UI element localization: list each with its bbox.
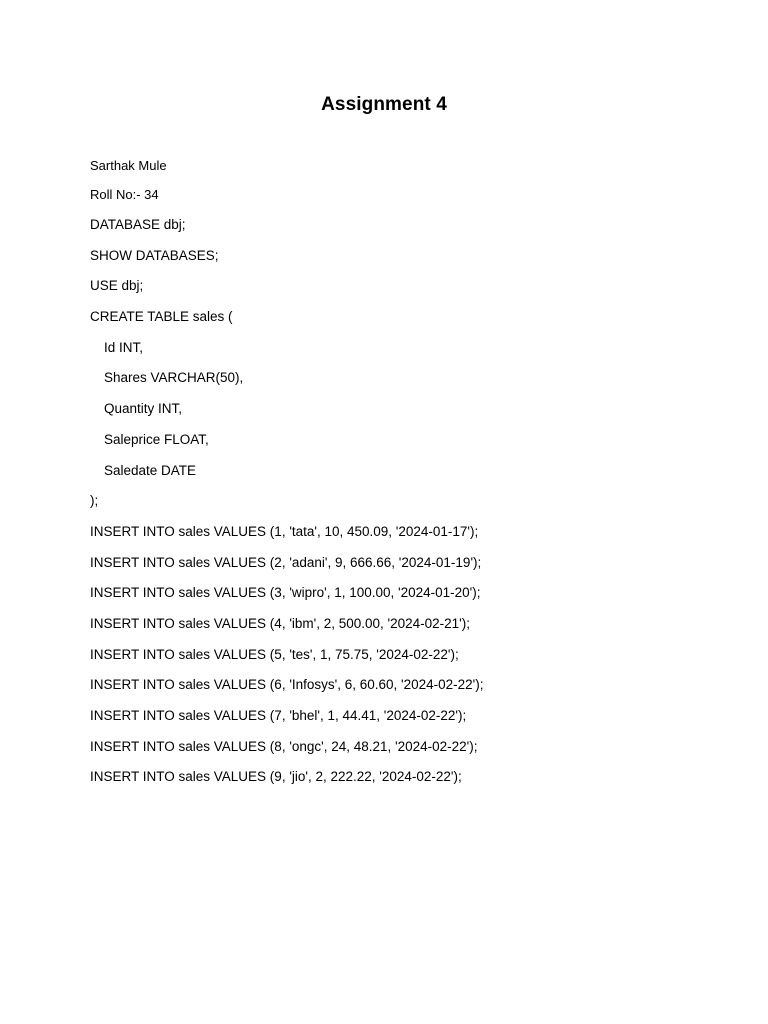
code-line: INSERT INTO sales VALUES (8, 'ongc', 24, 48.21, '2024-02-22');: [90, 738, 478, 754]
code-line: INSERT INTO sales VALUES (6, 'Infosys', 6, 60.60, '2024-02-22');: [90, 677, 484, 693]
code-line: Shares VARCHAR(50),: [104, 370, 244, 386]
document-body: [90, 157, 730, 799]
code-line: INSERT INTO sales VALUES (9, 'jio', 2, 222.22, '2024-02-22');: [90, 769, 462, 785]
code-line: INSERT INTO sales VALUES (2, 'adani', 9, 666.66, '2024-01-19');: [90, 554, 482, 570]
code-line: );: [90, 493, 99, 509]
code-line: INSERT INTO sales VALUES (7, 'bhel', 1, 44.41, '2024-02-22');: [90, 708, 467, 723]
code-line: INSERT INTO sales VALUES (3, 'wipro', 1, 100.00, '2024-01-20');: [90, 585, 481, 601]
sql-code-block: [90, 216, 730, 786]
roll-number: Roll No:- 34: [90, 187, 159, 202]
document-title: Assignment 4: [321, 94, 447, 115]
code-line: Id INT,: [104, 339, 144, 355]
code-line: USE dbj;: [90, 278, 144, 294]
code-line: CREATE TABLE sales (: [90, 309, 233, 325]
code-line: INSERT INTO sales VALUES (5, 'tes', 1, 75.75, '2024-02-22');: [90, 646, 459, 662]
code-line: INSERT INTO sales VALUES (4, 'ibm', 2, 500.00, '2024-02-21');: [90, 615, 470, 631]
code-line: SHOW DATABASES;: [90, 247, 219, 263]
code-line: Saledate DATE: [104, 462, 197, 478]
code-line: Saleprice FLOAT,: [104, 431, 209, 447]
code-line: Quantity INT,: [104, 401, 183, 417]
author-name: Sarthak Mule: [90, 158, 167, 173]
code-line: INSERT INTO sales VALUES (1, 'tata', 10, 450.09, '2024-01-17');: [90, 523, 479, 539]
code-line: DATABASE dbj;: [90, 217, 186, 232]
